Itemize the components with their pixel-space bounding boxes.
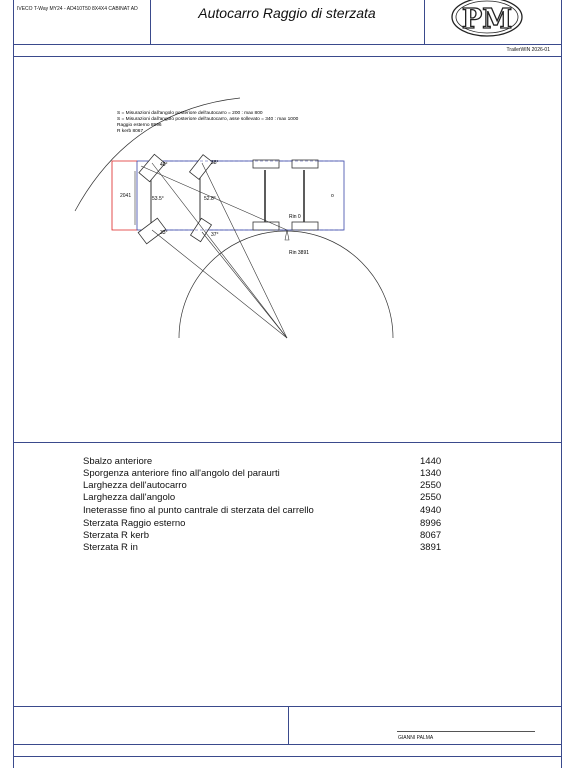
wheel-rear2-right: [292, 222, 318, 230]
vehicle-model: IVECO T-Way MY24 - AD410T50 8X4X4 CABINAT AD: [17, 6, 138, 12]
dim-width-label: 2041: [120, 193, 132, 199]
spec-row: [83, 468, 443, 480]
signature-divider: [288, 706, 289, 744]
spec-label: Larghezza dall'angolo: [83, 492, 176, 503]
spec-value: 8067: [420, 530, 442, 541]
angle-label-6: 37°: [211, 232, 219, 238]
note-line-2: S = Misurazioni dall'angolo posteriore dell'autocarro, asse sollevato = 340 : max 1000: [117, 117, 299, 122]
note-line-1: S = Misurazioni dall'angolo posteriore dell'autocarro = 200 : max 800: [117, 111, 263, 116]
signature-name: GIANNI PALMA: [398, 735, 434, 741]
spec-value: 1340: [420, 468, 442, 479]
spec-row: [83, 505, 443, 517]
angle-label-2: 38°: [211, 160, 219, 166]
signature-bottom-rule: [13, 744, 562, 745]
angle-label-3: 53.5°: [152, 196, 164, 202]
spec-value: 3891: [420, 542, 442, 553]
inner-radius-arc: [179, 231, 393, 338]
spec-label: Sporgenza anteriore fino all'angolo del paraurti: [83, 468, 280, 479]
turn-center-marker: [285, 230, 289, 240]
spec-row: [83, 480, 443, 492]
note-line-4: R kerb 8067: [117, 129, 144, 134]
spec-row: [83, 456, 443, 468]
wheel-second-left: [189, 155, 212, 180]
spec-label: Sterzata R in: [83, 542, 138, 553]
spec-label: Sterzata R kerb: [83, 530, 149, 541]
spec-value: 2550: [420, 492, 442, 503]
footer-bottom-rule: [13, 756, 562, 757]
wheel-rear1-right: [253, 222, 279, 230]
logo-text: PM: [461, 4, 513, 35]
wheel-front-left: [139, 154, 165, 181]
angle-label-5: 33°: [160, 230, 168, 236]
spec-label: Sterzata Raggio esterno: [83, 518, 186, 529]
software-version: TrailerWIN 2026-01: [506, 47, 550, 53]
spec-label: Ineterasse fino al punto cantrale di sterzata del carrello: [83, 505, 314, 516]
angle-label-1: 40°: [160, 162, 168, 168]
spec-label: Sbalzo anteriore: [83, 456, 153, 467]
spec-row: [83, 492, 443, 504]
rin-bottom-label: Rin 3891: [289, 250, 310, 256]
truck-outline: [137, 161, 344, 230]
spec-row: [83, 530, 443, 542]
page-title: Autocarro Raggio di sterzata: [198, 5, 376, 21]
signature-line: [397, 731, 535, 732]
note-line-3: Raggio esterno 8996: [117, 123, 162, 128]
angle-label-4: 52.8°: [204, 196, 216, 202]
spec-value: 1440: [420, 456, 442, 467]
spec-label: Larghezza dell'autocarro: [83, 480, 187, 491]
spec-row: [83, 542, 443, 554]
spec-row: [83, 518, 443, 530]
drawing-bottom-rule: [13, 442, 562, 443]
spec-value: 4940: [420, 505, 442, 516]
rin-label: Rin 0: [289, 214, 301, 220]
spec-value: 8996: [420, 518, 442, 529]
spec-value: 2550: [420, 480, 442, 491]
small-mark: o: [331, 193, 334, 199]
